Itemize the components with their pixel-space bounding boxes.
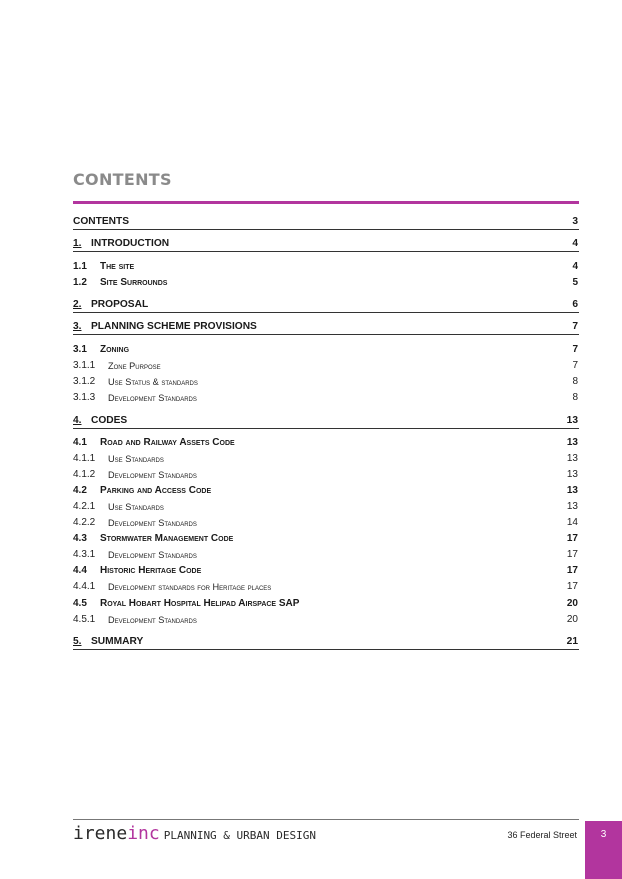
toc-entry-number: 4.5 <box>73 598 87 609</box>
toc-entry-number: 4.2.1 <box>73 501 96 512</box>
toc-entry-title: Development Standards <box>108 470 197 480</box>
page-number-tab <box>585 821 622 879</box>
toc-entry-page: 13 <box>566 485 578 496</box>
toc-entry[interactable] <box>73 450 579 466</box>
toc-entry-page: 8 <box>572 376 578 387</box>
toc-entry-page: 13 <box>566 415 578 426</box>
toc-entry-title: PLANNING SCHEME PROVISIONS <box>91 321 257 332</box>
toc-entry-number: 3. <box>73 321 82 332</box>
toc-entry[interactable] <box>73 633 579 650</box>
toc-entry-title: Zoning <box>100 344 130 355</box>
toc-entry[interactable] <box>73 595 579 611</box>
toc-entry-title: INTRODUCTION <box>91 238 170 249</box>
toc-entry-page: 4 <box>572 238 578 249</box>
footer-divider <box>73 819 579 820</box>
toc-entry-page: 13 <box>566 453 578 464</box>
toc-entry[interactable] <box>73 546 579 562</box>
toc-entry-title: PROPOSAL <box>91 299 149 310</box>
toc-entry-number: 4.1.2 <box>73 469 96 480</box>
toc-entry[interactable] <box>73 498 579 514</box>
toc-entry[interactable] <box>73 562 579 578</box>
toc-entry-page: 21 <box>566 636 578 647</box>
toc-entry-number: 4.5.1 <box>73 614 96 625</box>
toc-entry-number: 3.1.3 <box>73 392 96 403</box>
toc-entry-number: 4.4.1 <box>73 581 96 592</box>
title-underline <box>73 201 579 204</box>
toc-entry-title: Development Standards <box>108 393 197 403</box>
toc-entry-page: 20 <box>566 614 578 625</box>
toc-entry-page: 6 <box>572 299 578 310</box>
toc-entry-title: Zone Purpose <box>108 361 161 371</box>
toc-entry[interactable] <box>73 389 579 405</box>
toc-entry[interactable] <box>73 296 579 313</box>
toc-entry[interactable] <box>73 258 579 274</box>
toc-entry-number: 1.1 <box>73 261 87 272</box>
toc-entry-number: 3.1.2 <box>73 376 96 387</box>
toc-entry-page: 20 <box>566 598 578 609</box>
toc-entry-page: 17 <box>566 549 578 560</box>
toc-entry[interactable] <box>73 578 579 594</box>
toc-entry-title: Use Status & standards <box>108 377 198 387</box>
toc-entry[interactable] <box>73 274 579 290</box>
company-logo <box>73 823 316 844</box>
toc-entry-title: Development Standards <box>108 550 197 560</box>
toc-entry-number: 5. <box>73 636 82 647</box>
toc-entry-page: 17 <box>566 565 578 576</box>
logo-wordmark: irene <box>73 823 128 844</box>
toc-entry[interactable] <box>73 412 579 429</box>
toc-entry[interactable] <box>73 341 579 357</box>
page-title: CONTENTS <box>73 170 172 189</box>
toc-entry-number: 4.3.1 <box>73 549 96 560</box>
toc-entry-page: 3 <box>572 216 578 227</box>
toc-entry-title: SUMMARY <box>91 636 144 647</box>
toc-entry-page: 4 <box>572 261 578 272</box>
toc-entry-number: 3.1.1 <box>73 360 96 371</box>
logo-tagline: PLANNING & URBAN DESIGN <box>163 829 317 842</box>
toc-entry[interactable] <box>73 373 579 389</box>
toc-entry-page: 13 <box>566 469 578 480</box>
toc-entry-page: 14 <box>566 517 578 528</box>
toc-entry[interactable] <box>73 482 579 498</box>
toc-entry-title: Development Standards <box>108 518 197 528</box>
toc-entry-number: 2. <box>73 299 82 310</box>
toc-entry-page: 8 <box>572 392 578 403</box>
toc-entry-title: CONTENTS <box>73 216 130 227</box>
toc-entry-title: Site Surrounds <box>100 277 168 288</box>
toc-entry-number: 4.2.2 <box>73 517 96 528</box>
toc-entry-page: 13 <box>566 501 578 512</box>
toc-entry-number: 3.1 <box>73 344 87 355</box>
toc-entry-number: 1.2 <box>73 277 87 288</box>
toc-entry-page: 17 <box>566 533 578 544</box>
toc-entry-number: 4.1 <box>73 437 87 448</box>
toc-entry[interactable] <box>73 434 579 450</box>
toc-entry-title: Use Standards <box>108 502 164 512</box>
toc-entry-number: 4.3 <box>73 533 87 544</box>
toc-entry-number: 4.1.1 <box>73 453 96 464</box>
logo-wordmark-accent: inc <box>127 823 160 844</box>
toc-entry-page: 7 <box>572 344 578 355</box>
toc-entry[interactable] <box>73 611 579 627</box>
toc-entry-number: 4. <box>73 415 82 426</box>
toc-entry-title: CODES <box>91 415 128 426</box>
toc-entry[interactable] <box>73 466 579 482</box>
toc-entry[interactable] <box>73 514 579 530</box>
toc-entry-page: 7 <box>572 360 578 371</box>
toc-entry-title: Historic Heritage Code <box>100 565 202 576</box>
toc-entry-title: Development Standards <box>108 615 197 625</box>
toc-entry-title: Road and Railway Assets Code <box>100 437 235 448</box>
toc-entry[interactable] <box>73 357 579 373</box>
toc-entry-title: Royal Hobart Hospital Helipad Airspace SAP <box>100 598 300 609</box>
toc-entry-title: Stormwater Management Code <box>100 533 234 544</box>
toc-entry[interactable] <box>73 530 579 546</box>
toc-entry-page: 5 <box>572 277 578 288</box>
toc-entry[interactable] <box>73 318 579 335</box>
page-number: 3 <box>600 829 607 840</box>
toc-entry-number: 1. <box>73 238 82 249</box>
toc-entry-title: Use Standards <box>108 454 164 464</box>
toc-entry-title: Parking and Access Code <box>100 485 212 496</box>
toc-entry-page: 7 <box>572 321 578 332</box>
toc-entry-page: 17 <box>566 581 578 592</box>
footer-address: 36 Federal Street <box>507 830 577 840</box>
toc-entry[interactable] <box>73 213 579 230</box>
toc-entry[interactable] <box>73 235 579 252</box>
toc-entry-title: The site <box>100 261 135 272</box>
toc-entry-number: 4.4 <box>73 565 87 576</box>
toc-entry-title: Development standards for Heritage places <box>108 582 272 592</box>
toc-entry-page: 13 <box>566 437 578 448</box>
toc-entry-number: 4.2 <box>73 485 87 496</box>
